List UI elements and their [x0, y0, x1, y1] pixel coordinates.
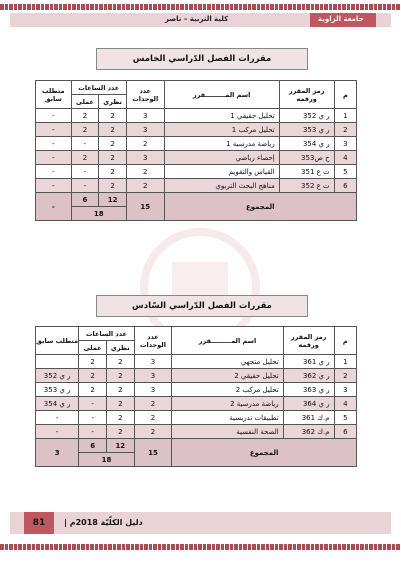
course-code: ر ي 364 — [283, 397, 334, 411]
course-theory-hours: 2 — [106, 425, 134, 439]
top-pattern-border — [0, 4, 401, 10]
header-prereq: متطلب سابق — [36, 327, 79, 355]
semester6-total-prereq: 3 — [36, 439, 79, 467]
course-practical-hours: 2 — [71, 109, 99, 123]
course-code: ر ي 354 — [279, 137, 334, 151]
header-code: رمز المقرر ورقمه — [279, 81, 334, 109]
row-number: 5 — [334, 165, 356, 179]
course-prereq: - — [36, 137, 72, 151]
course-practical-hours: 2 — [79, 383, 107, 397]
course-prereq: - — [36, 109, 72, 123]
table-row — [36, 411, 357, 425]
header-practical: عملى — [71, 95, 99, 109]
course-units: 3 — [134, 383, 172, 397]
course-prereq: ر ي 354 — [36, 397, 79, 411]
course-practical-hours: 2 — [71, 151, 99, 165]
course-prereq: - — [36, 165, 72, 179]
course-name: مناهج البحث التربوي — [164, 179, 279, 193]
course-name: تحليل حقيقي 1 — [164, 109, 279, 123]
course-code: م.ك 361 — [283, 411, 334, 425]
header-practical: عملى — [79, 341, 107, 355]
course-units: 3 — [126, 123, 164, 137]
semester5-total-theory: 12 — [99, 193, 127, 207]
bottom-pattern-border — [0, 544, 401, 550]
university-name: جامعة الزاوية — [318, 15, 364, 23]
course-theory-hours: 2 — [99, 109, 127, 123]
header-name: اسم المـــــــــقرر — [172, 327, 283, 355]
college-name: كلية التربية – ناصر — [165, 15, 229, 23]
semester5-total-label: المجموع — [164, 193, 356, 221]
row-number: 6 — [334, 425, 356, 439]
course-prereq: - — [36, 411, 79, 425]
table-row — [36, 123, 357, 137]
course-practical-hours: 2 — [71, 123, 99, 137]
header-hours: عدد الساعات — [71, 81, 126, 95]
table-row — [36, 383, 357, 397]
course-code: ر ي 353 — [279, 123, 334, 137]
course-practical-hours: - — [79, 411, 107, 425]
table-row — [36, 369, 357, 383]
course-prereq: ر ي 353 — [36, 383, 79, 397]
course-units: 3 — [134, 369, 172, 383]
semester6-total-units: 15 — [134, 439, 172, 467]
page-number: 81 — [24, 512, 54, 534]
course-units: 2 — [126, 179, 164, 193]
course-name: إحصاء رياضي — [164, 151, 279, 165]
row-number: 5 — [334, 411, 356, 425]
course-name: تطبيقات تدريسية — [172, 411, 283, 425]
course-theory-hours: 2 — [106, 383, 134, 397]
row-number: 6 — [334, 179, 356, 193]
semester5-total-hours: 18 — [71, 207, 126, 221]
header-hours: عدد الساعات — [79, 327, 134, 341]
table-row — [36, 151, 357, 165]
table-row — [36, 165, 357, 179]
header-name: اسم المـــــــــقرر — [164, 81, 279, 109]
course-code: م.ك 362 — [283, 425, 334, 439]
semester6-total-hours: 18 — [79, 453, 134, 467]
table-row — [36, 179, 357, 193]
course-prereq: ر ي 352 — [36, 369, 79, 383]
course-prereq: - — [36, 425, 79, 439]
course-prereq: - — [36, 123, 72, 137]
course-name: رياضة مدرسية 2 — [172, 397, 283, 411]
semester5-table — [35, 80, 357, 221]
course-units: 2 — [134, 411, 172, 425]
header-prereq: متطلب سابق — [36, 81, 72, 109]
row-number: 4 — [334, 397, 356, 411]
course-practical-hours: - — [71, 179, 99, 193]
header-code: رمز المقرر ورقمه — [283, 327, 334, 355]
header-units: عدد الوحدات — [134, 327, 172, 355]
table-row — [36, 397, 357, 411]
course-code: ت ع 352 — [279, 179, 334, 193]
course-theory-hours: 2 — [106, 411, 134, 425]
course-units: 3 — [134, 355, 172, 369]
row-number: 1 — [334, 109, 356, 123]
course-code: ح ص353 — [279, 151, 334, 165]
course-theory-hours: 2 — [99, 123, 127, 137]
semester6-total-theory: 12 — [106, 439, 134, 453]
course-name: تحليل مركب 2 — [172, 383, 283, 397]
semester5-total-prereq: - — [36, 193, 72, 221]
course-units: 2 — [134, 397, 172, 411]
course-name: رياضة مدرسية 1 — [164, 137, 279, 151]
table-row — [36, 425, 357, 439]
course-code: ر ي 363 — [283, 383, 334, 397]
course-name: تحليل متجهي — [172, 355, 283, 369]
semester6-title: مقررات الفصل الدّراسي السّادس — [96, 295, 308, 317]
course-theory-hours: 2 — [99, 165, 127, 179]
course-units: 3 — [126, 151, 164, 165]
course-code: ت ع 351 — [279, 165, 334, 179]
row-number: 4 — [334, 151, 356, 165]
semester6-table — [35, 326, 357, 467]
course-practical-hours: 2 — [79, 369, 107, 383]
course-prereq — [36, 355, 79, 369]
course-name: تحليل حقيقي 2 — [172, 369, 283, 383]
course-units: 2 — [134, 425, 172, 439]
header-units: عدد الوحدات — [126, 81, 164, 109]
course-practical-hours: - — [71, 137, 99, 151]
course-practical-hours: - — [79, 425, 107, 439]
course-code: ر ي 352 — [279, 109, 334, 123]
course-units: 3 — [126, 109, 164, 123]
course-theory-hours: 2 — [99, 151, 127, 165]
header-theory: نظري — [106, 341, 134, 355]
course-prereq: - — [36, 179, 72, 193]
course-name: الصحة النفسية — [172, 425, 283, 439]
course-theory-hours: 2 — [106, 369, 134, 383]
row-number: 1 — [334, 355, 356, 369]
row-number: 2 — [334, 369, 356, 383]
semester6-total-label: المجموع — [172, 439, 357, 467]
row-number: 2 — [334, 123, 356, 137]
course-practical-hours: 2 — [79, 355, 107, 369]
course-theory-hours: 2 — [99, 137, 127, 151]
header-num: م — [334, 327, 356, 355]
course-units: 2 — [126, 137, 164, 151]
table-row — [36, 109, 357, 123]
course-name: تحليل مركب 1 — [164, 123, 279, 137]
header-num: م — [334, 81, 356, 109]
semester5-total-units: 15 — [126, 193, 164, 221]
course-theory-hours: 2 — [106, 397, 134, 411]
course-prereq: - — [36, 151, 72, 165]
course-theory-hours: 2 — [106, 355, 134, 369]
course-code: ر ي 361 — [283, 355, 334, 369]
course-code: ر ي 362 — [283, 369, 334, 383]
semester5-total-practical: 6 — [71, 193, 99, 207]
course-name: القياس والتقويم — [164, 165, 279, 179]
course-units: 2 — [126, 165, 164, 179]
footer-guide-title: دليل الكلّيّة 2018م | — [64, 518, 143, 527]
course-practical-hours: - — [79, 397, 107, 411]
table-row — [36, 137, 357, 151]
header-theory: نظري — [99, 95, 127, 109]
row-number: 3 — [334, 137, 356, 151]
semester5-title: مقررات الفصل الدّراسي الخامس — [96, 48, 308, 70]
semester6-total-practical: 6 — [79, 439, 107, 453]
course-theory-hours: 2 — [99, 179, 127, 193]
row-number: 3 — [334, 383, 356, 397]
course-practical-hours: - — [71, 165, 99, 179]
table-row — [36, 355, 357, 369]
